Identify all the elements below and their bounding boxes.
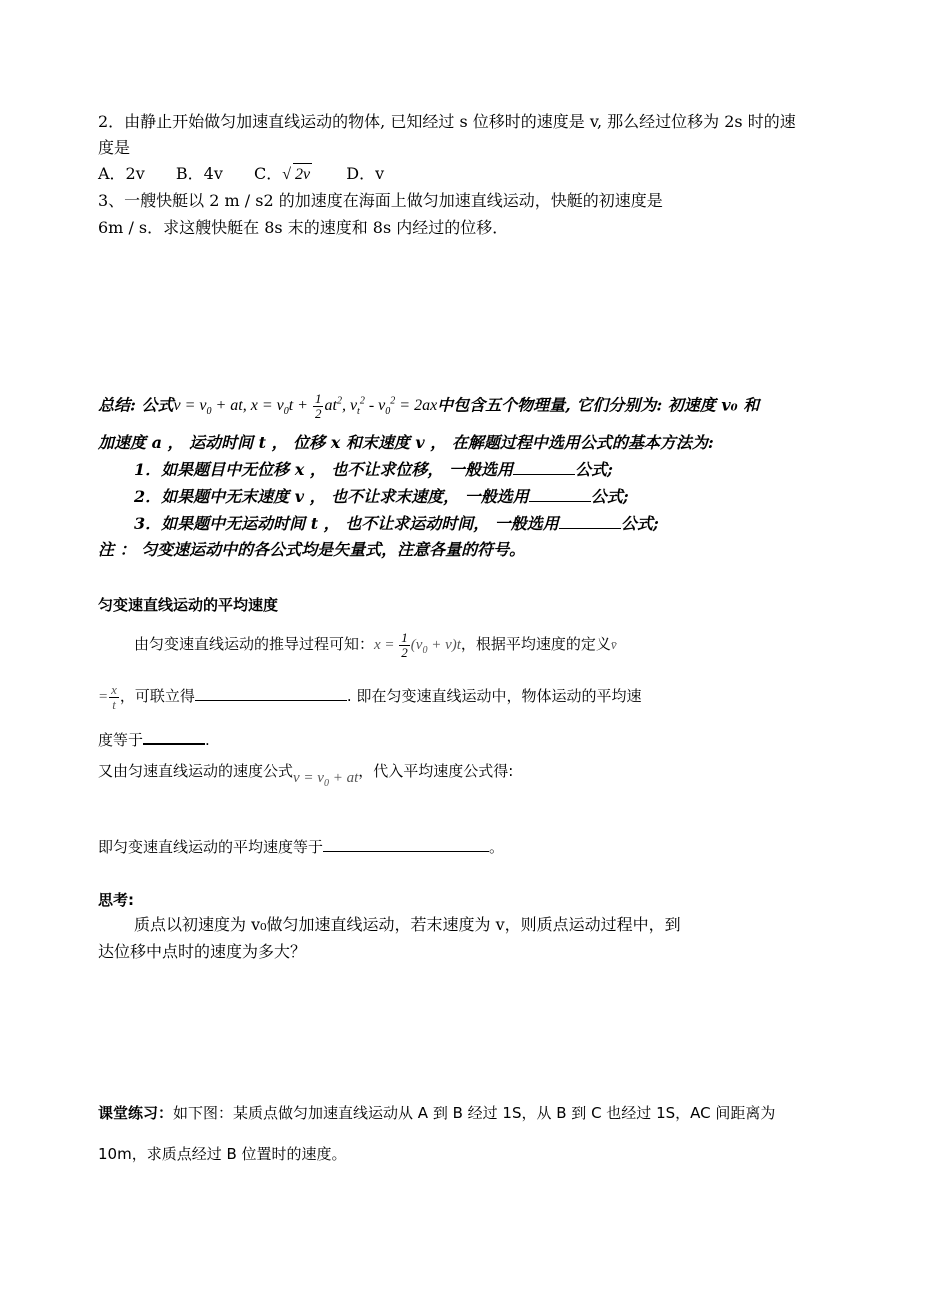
summary-item-2: 2．如果题中无末速度 v ， 也不让求末速度， 一般选用 公式; bbox=[134, 487, 629, 506]
summary-item-1: 1．如果题目中无位移 x ， 也不让求位移， 一般选用 公式; bbox=[134, 460, 613, 479]
velocity-definition: = $\frac{x}{t}$ bbox=[98, 682, 117, 713]
answer-blank[interactable] bbox=[143, 727, 205, 745]
displacement-formula: x = $\frac{1}{2}$ $(v_0 + v)t$ bbox=[374, 630, 461, 661]
average-velocity-symbol: v̄ bbox=[610, 637, 617, 652]
summary-line1: 总结: 公式$v = v_0$ + at, $x = v_0t$ + $\frac{1}{2}$ $at^2$, $v_t^2 - v_0^2 = 2ax$中包含五个物理量, 它们分别为: 初速度 v₀ 和 bbox=[98, 391, 760, 422]
practice-line1: 课堂练习：如下图：某质点做匀加速直线运动从 A 到 B 经过 1S，从 B 到 C 也经过 1S，AC 间距离为 bbox=[98, 1104, 776, 1122]
avg-line5: 即匀变速直线运动的平均速度等于 。 bbox=[98, 835, 504, 858]
avg-heading: 匀变速直线运动的平均速度 bbox=[98, 596, 279, 614]
avg-line4: 又由匀速直线运动的速度公式$v = v_0$ + at，代入平均速度公式得: bbox=[98, 762, 514, 789]
answer-blank[interactable] bbox=[195, 684, 347, 701]
practice-line2: 10m，求质点经过 B 位置时的速度。 bbox=[98, 1145, 347, 1163]
q3-line1: 3、一艘快艇以 2 m / s2 的加速度在海面上做匀加速直线运动，快艇的初速度是 bbox=[98, 191, 663, 210]
q2-option-d: D．v bbox=[346, 164, 385, 183]
answer-blank[interactable] bbox=[529, 485, 591, 502]
summary-line2: 加速度 a ， 运动时间 t ， 位移 x 和末速度 v ， 在解题过程中选用公式的基本方法为: bbox=[98, 433, 714, 452]
summary-item-3: 3．如果题中无运动时间 t ， 也不让求运动时间， 一般选用 公式; bbox=[134, 514, 659, 533]
q2-option-a: A．2v bbox=[98, 164, 145, 183]
summary-note: 注 ： 匀变速运动中的各公式均是矢量式，注意各量的符号。 bbox=[98, 540, 526, 559]
sqrt-expression: √ 2v bbox=[282, 166, 312, 183]
q2-option-b: B．4v bbox=[175, 164, 223, 183]
answer-blank[interactable] bbox=[559, 512, 621, 529]
kinematics-formulas: $v = v_0$ + at, $x = v_0t$ + $\frac{1}{2}$ $at^2$, $v_t^2 - v_0^2 = 2ax$ bbox=[173, 391, 438, 422]
think-line2: 达位移中点时的速度为多大？ bbox=[98, 942, 307, 961]
avg-line2: = $\frac{x}{t}$ ，可联立得 . 即在匀变速直线运动中，物体运动的平均速 bbox=[98, 682, 642, 713]
avg-line1: 由匀变速直线运动的推导过程可知：x = $\frac{1}{2}$ $(v_0 + v)t$，根据平均速度的定义v̄ bbox=[134, 630, 617, 661]
avg-line3: 度等于 . bbox=[98, 727, 210, 751]
think-heading: 思考: bbox=[98, 891, 134, 909]
q2-options bbox=[98, 163, 384, 186]
q3-line2: 6m / s．求这艘快艇在 8s 末的速度和 8s 内经过的位移． bbox=[98, 218, 509, 237]
q2-line2: 度是 bbox=[98, 138, 131, 157]
q2-option-c: C．√ 2v bbox=[254, 164, 312, 183]
q2-line1: 2．由静止开始做匀加速直线运动的物体, 已知经过 s 位移时的速度是 v, 那么经过位移为 2s 时的速 bbox=[98, 112, 796, 131]
answer-blank[interactable] bbox=[323, 835, 489, 852]
velocity-formula: $v = v_0$ + at bbox=[293, 770, 359, 789]
answer-blank[interactable] bbox=[513, 458, 575, 475]
think-line1: 质点以初速度为 v₀做匀加速直线运动，若末速度为 v，则质点运动过程中，到 bbox=[134, 915, 681, 934]
